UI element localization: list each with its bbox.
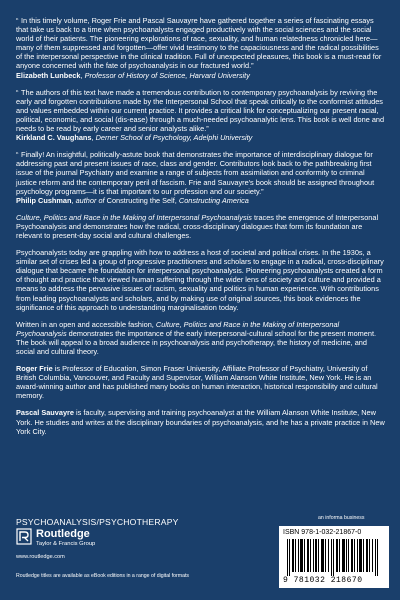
description-text: traces the emergence of Interpersonal Psychoanalysis and demonstrates how the radical, cross-disciplinary dialogues that form its foundation are relevant to present-day social and cultural challenges. — [16, 212, 379, 240]
routledge-logo-icon — [16, 528, 32, 545]
author-bio-text: is faculty, supervising and training psychoanalyst at the William Alanson White Institute, New York. He studies and writes at the disciplinary boundaries of psychoanalysis, and he has a private practice in New York City. — [16, 408, 385, 436]
endorsement-quote: In this timely volume, Roger Frie and Pascal Sauvayre have gathered together a series of fascinating essays that take us back to a time when psychoanalysts engaged productively with the social sciences and the social world of their patients. The pioneering explorations of race, sexuality, and human relatedness chronicled here—many of them suppressed and forgotten—offer vivid testimony to the capaciousness and the radical possibilities of the interpersonal perspective in the clinical tradition. Full of unexpected pleasures, this book is a must-read for anyone concerned with the fate of psychoanalysis in our fractured world.” — [16, 16, 382, 71]
description-text: Written in an open and accessible fashion, — [16, 319, 154, 329]
barcode-icon — [285, 539, 383, 576]
description-paragraph-1 — [16, 213, 386, 240]
description-paragraph-3 — [16, 320, 386, 356]
endorsement-3: “ Finally! An insightful, politically-astute book that demonstrates the importance of interdisciplinary dialogue for addressing past and present issues of race, class and gender. Contributors look back to the pathbreaking first issue of the journal Psychiatry and examine a range of subjects from assimilation and conformity to criminal justice reform and the contemporary peril of fascism. Frie and Sauvayre's book should be assigned throughout psychology programs—it is that important to our profession and our society.” Philip Cushman, author of Constructing the Self, Constructing America — [16, 150, 375, 205]
book-title: Culture, Politics and Race in the Making of Interpersonal Psychoanalysis — [16, 212, 252, 222]
informa-tagline: an informa business — [318, 515, 365, 521]
description-text: demonstrates the importance of the early interpersonal-cultural school for the present moment. The book will appeal to a broad audience in psychoanalysis and psychotherapy, the history of medicine, and social and cultural theory. — [16, 328, 377, 356]
cover-text — [16, 16, 386, 444]
endorser-affiliation: Professor of History of Science, Harvard University — [84, 70, 250, 80]
author-name: Roger Frie — [16, 364, 53, 374]
author-bio-2 — [16, 408, 386, 435]
author-bio-1 — [16, 364, 386, 400]
author-bio-text: is Professor of Education, Simon Fraser University, Affiliate Professor of Psychiatry, University of British Columbia, Vancouver, and Faculty and Supervisor, William Alanson White Institute, New York. He is an award-winning author and has published many books on human interaction, historical responsibility and cultural memory. — [16, 364, 378, 401]
endorsement-2: “ The authors of this text have made a tremendous contribution to contemporary psychoanalysis by reviving the early and forgotten contributions made by the Interpersonal School that speak critically to the conformist attitudes and values embedded within our current practice. It provides a critical link for conceptualizing our present racial, political, economic, and social (dis-ease) through a much-needed psychoanalytic lens. This book is well done and needs to be read by early career and senior analysts alike.” Kirkland C. Vaughans, Derner School of Psychology, Adelphi University — [16, 87, 385, 143]
ebook-footnote: Routledge titles are available as eBook editions in a range of digital formats — [16, 573, 190, 579]
publisher-group: Taylor & Francis Group — [36, 541, 96, 547]
endorsement-1: “ In this timely volume, Roger Frie and Pascal Sauvayre have gathered together a series of fascinating essays that take us back to a time when psychoanalysts engaged productively with the social sciences and the social world of their patients. The pioneering explorations of race, sexuality, and human relatedness chronicled here—many of them suppressed and forgotten—offer vivid testimony to the capaciousness and the radical possibilities of the interpersonal perspective in the clinical tradition. Full of unexpected pleasures, this book is a must-read for anyone concerned with the fate of psychoanalysis in our fractured world.” Elizabeth Lunbeck, Professor of History of Science, Harvard University — [16, 16, 382, 80]
isbn-barcode-box — [279, 526, 389, 588]
endorser-affiliation: Derner School of Psychology, Adelphi University — [95, 133, 253, 143]
endorser-book-1: Constructing the Self, — [106, 195, 177, 205]
endorsement-quote: The authors of this text have made a tremendous contribution to contemporary psychoanalysis by reviving the early and forgotten contributions made by the Interpersonal School that speak critically to the conformist attitudes and values embedded within our current practice. It provides a critical link for conceptualizing our present racial, political, economic, and social (dis-ease) through a much-needed psychoanalytic lens. This book is well done and needs to be read by early career and senior analysts alike.” — [16, 87, 385, 134]
endorser-name: Kirkland C. Vaughans — [16, 133, 92, 143]
endorser-name: Elizabeth Lunbeck — [16, 70, 81, 80]
description-paragraph-2 — [16, 248, 386, 312]
endorser-book-2: Constructing America — [178, 195, 249, 205]
isbn-digits: 9 781032 218670 — [283, 576, 363, 585]
isbn-label: ISBN 978-1-032-21867-0 — [283, 529, 362, 536]
publisher-url[interactable]: www.routledge.com — [16, 554, 65, 560]
endorser-affiliation-prefix: author of — [75, 195, 105, 205]
description-text: Psychoanalysts today are grappling with how to address a host of societal and political crises. In the 1930s, a similar set of crises led a group of progressive practitioners and scholars to engage in a radical, cross-disciplinary dialogue that became the foundation for interpersonal psychoanalysis. Pioneering psychoanalysts created a form of thought and practice that viewed human suffering through the wider lens of society and culture and provided a means to address the pervasive issues of racism, sexuality and politics in human experience. With contributions from leading psychoanalysts and scholars, and by making use of original sources, this book evidences the significance of this approach to understanding marginalisation today. — [16, 248, 384, 312]
subject-category: PSYCHOANALYSIS/PSYCHOTHERAPY — [16, 517, 179, 527]
quote-bullet: “ — [16, 150, 19, 160]
publisher-name: Routledge — [36, 528, 90, 540]
quote-bullet: “ — [16, 16, 19, 25]
author-name: Pascal Sauvayre — [16, 408, 74, 418]
endorsement-quote: Finally! An insightful, politically-astute book that demonstrates the importance of interdisciplinary dialogue for addressing past and present issues of race, class and gender. Contributors look back to the pathbreaking first issue of the journal Psychiatry and examine a range of subjects from assimilation and conformity to criminal justice reform and the contemporary peril of fascism. Frie and Sauvayre's book should be assigned throughout psychology programs—it is that important to our profession and our society.” — [16, 150, 375, 196]
quote-bullet: “ — [16, 87, 19, 97]
endorser-name: Philip Cushman — [16, 195, 72, 205]
book-title: Culture, Politics and Race in the Making of Interpersonal Psychoanalysis — [16, 319, 340, 338]
